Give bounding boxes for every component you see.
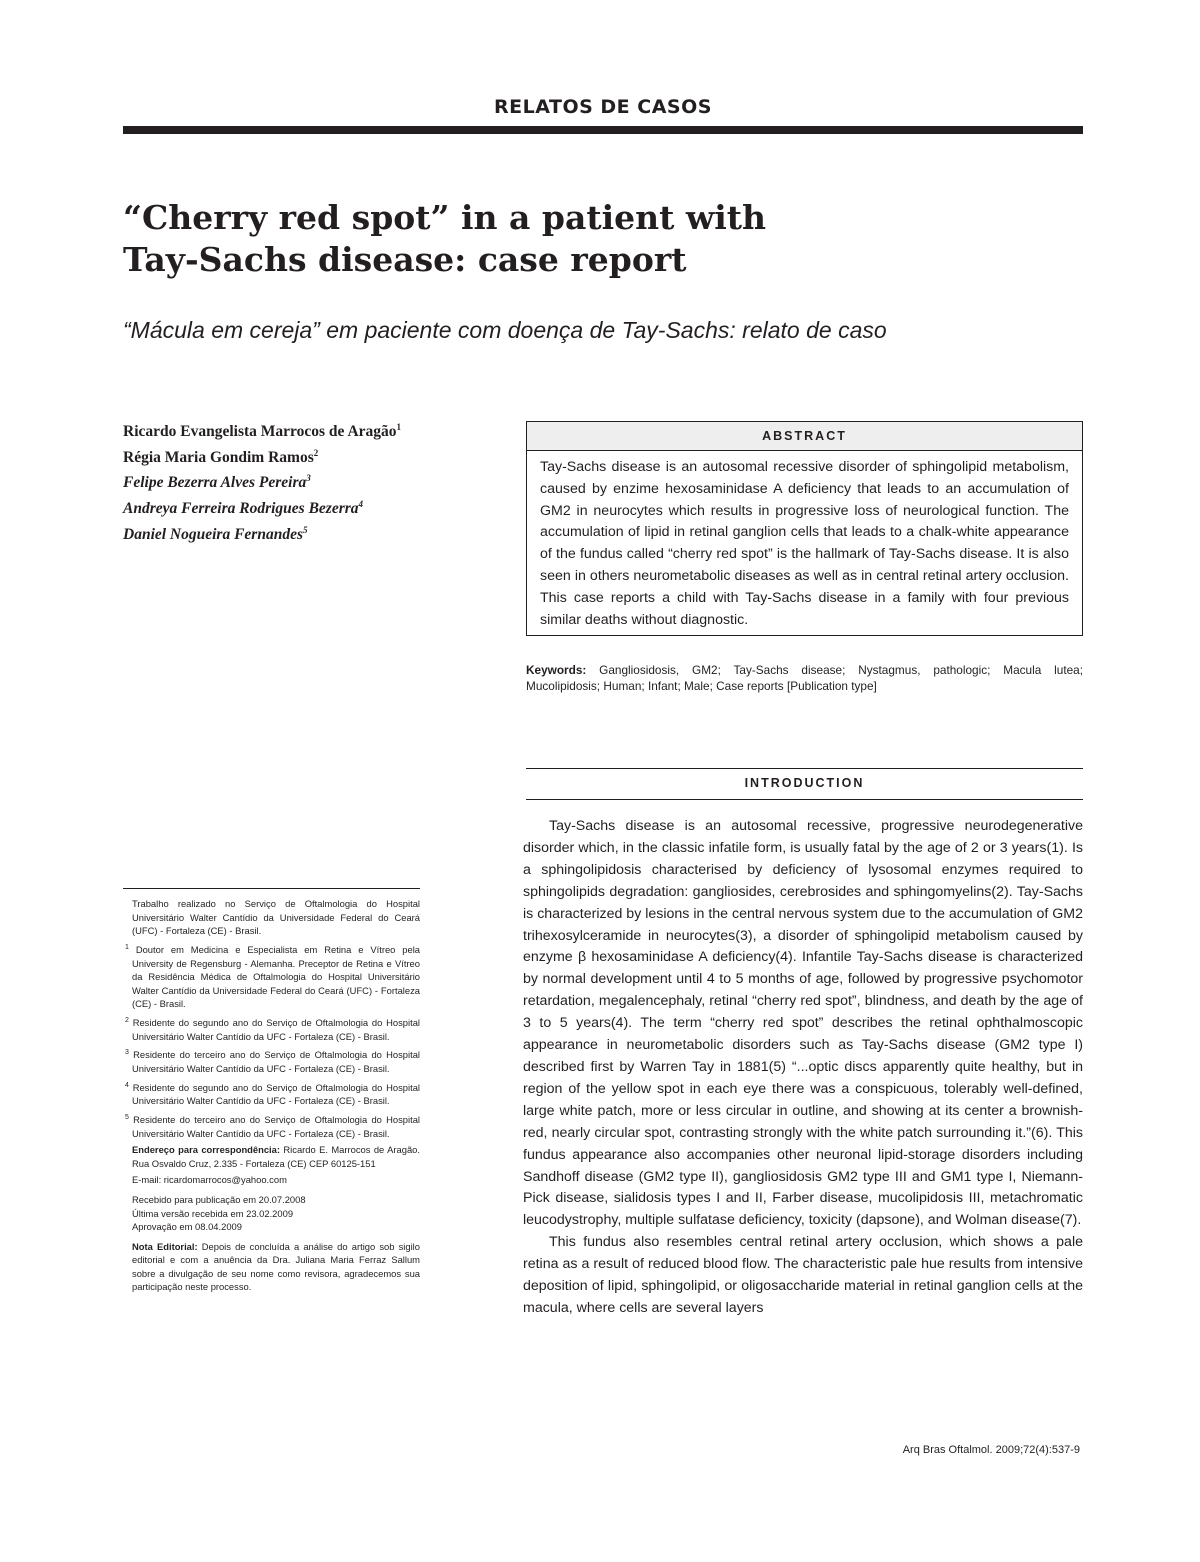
institution-note: Trabalho realizado no Serviço de Oftalmologia do Hospital Universitário Walter Cantídio da Universidade Federal do Ceará (UFC) - Fortaleza (CE) - Brasil. bbox=[132, 898, 420, 937]
affiliation-note: $^4$ Residente do segundo ano do Serviço de Oftalmologia do Hospital Universitário Walter Cantídio da UFC - Fortaleza (CE) - Brasil. bbox=[125, 1081, 420, 1107]
affiliation-note: $^2$ Residente do segundo ano do Serviço de Oftalmologia do Hospital Universitário Walter Cantídio da UFC - Fortaleza (CE) - Brasil. bbox=[125, 1016, 420, 1042]
divider bbox=[526, 799, 1083, 800]
approval-date: Aprovação em 08.04.2009 bbox=[132, 1221, 242, 1233]
abstract-box bbox=[526, 421, 1083, 636]
received-date: Recebido para publicação em 20.07.2008 bbox=[132, 1193, 306, 1205]
editorial-note: Nota Editorial: Depois de concluída a análise do artigo sob sigilo editorial e com a anuência da Dra. Juliana Maria Ferraz Sallum sobre a divulgação de seu nome como revisora, agradecemos sua participação neste processo. bbox=[132, 1240, 420, 1293]
correspondence-note: Endereço para correspondência: Ricardo E. Marrocos de Aragão. Rua Osvaldo Cruz, 2.335 - Fortaleza (CE) CEP 60125-151 bbox=[132, 1144, 420, 1169]
author-name: Andreya Ferreira Rodrigues Bezerra$^4$ bbox=[123, 498, 364, 518]
keywords bbox=[526, 663, 1083, 694]
divider bbox=[526, 768, 1083, 769]
keywords-text: Gangliosidosis, GM2; Tay-Sachs disease; Nystagmus, pathologic; Macula lutea; Mucolipidosis; Human; Infant; Male; Case reports [Publication type] bbox=[526, 663, 1083, 693]
author-list bbox=[123, 417, 453, 545]
footnote-divider bbox=[123, 888, 420, 889]
introduction-heading: INTRODUCTION bbox=[744, 776, 865, 790]
last-version-date: Última versão recebida em 23.02.2009 bbox=[132, 1207, 294, 1219]
affiliation-note: $^1$ Doutor em Medicina e Especialista em Retina e Vítreo pela University de Regensburg - Alemanha. Preceptor de Retina e Vítreo da Residência Médica de Oftalmologia do Hospital Universitário Walter Cantídio da Universidade Federal do Ceará (UFC) - Fortaleza (CE) - Brasil. bbox=[125, 943, 421, 1010]
introduction-body bbox=[523, 816, 1083, 1320]
title-line-1: “Cherry red spot” in a patient with bbox=[123, 198, 767, 237]
author-name: Régia Maria Gondim Ramos$^2$ bbox=[123, 447, 319, 466]
article-title bbox=[123, 197, 923, 281]
article-subtitle: “Mácula em cereja” em paciente com doença de Tay-Sachs: relato de caso bbox=[123, 317, 887, 343]
header-rule bbox=[123, 126, 1083, 134]
title-line-2: Tay-Sachs disease: case report bbox=[123, 240, 687, 279]
abstract-heading: ABSTRACT bbox=[527, 422, 1082, 451]
author-name: Daniel Nogueira Fernandes$^5$ bbox=[123, 524, 308, 543]
author-name: Ricardo Evangelista Marrocos de Aragão$^1$ bbox=[123, 422, 402, 441]
affiliation-note: $^3$ Residente do terceiro ano do Serviço de Oftalmologia do Hospital Universitário Walter Cantídio da UFC - Fortaleza (CE) - Brasil. bbox=[125, 1049, 420, 1074]
email-note: E-mail: ricardomarrocos@yahoo.com bbox=[132, 1174, 287, 1186]
author-name: Felipe Bezerra Alves Pereira$^3$ bbox=[123, 473, 311, 492]
paragraph: Tay-Sachs disease is an autosomal recessive, progressive neurodegenerative disorder which, in the classic infatile form, is usually fatal by the age of 2 or 3 years(1). Is a sphingolipidosis characterised by deficiency of lysosomal enzymes required to sphingolipids degradation: gangliosides, cerebrosides and sphingomyelins(2). Tay-Sachs is characterized by lesions in the central nervous system due to the accumulation of GM2 trihexosylceramide in neurocytes(3), a disorder of sphingolipid metabolism caused by enzyme β hexosaminidase A deficiency(4). Infantile Tay-Sachs disease is characterized by normal development until 4 to 5 months of age, followed by progressive psychomotor retardation, megalencephaly, retinal “cherry red spot”, blindness, and death by the age of 3 to 5 years(4). The term “cherry red spot” describes the retinal ophthalmoscopic appearance in neurometabolic disorders such as Tay-Sachs disease (GM2 type I) described first by Warren Tay in 1881(5) “...optic discs apparently quite healthy, but in region of the yellow spot in each eye there was a conspicuous, tolerably well-defined, large white patch, more or less circular in outline, and showing at its center a brownish-red, nearly circular spot, contrasting strongly with the white patch surrounding it.”(6). This fundus appearance also accompanies other neuronal lipid-storage disorders including Sandhoff disease (GM2 type II), gangliosidosis GM2 type III and GM1 type I, Niemann-Pick disease, sialidosis types I and II, Farber disease, mucolipidosis III, metachromatic leucodystrophy, multiple sulfatase deficiency, toxicity (dapsone), and Wolman disease(7). bbox=[523, 818, 1083, 1229]
paragraph: This fundus also resembles central retinal artery occlusion, which shows a pale retina as a result of reduced blood flow. The characteristic pale hue results from intensive deposition of lipid, sphingolipid, or oligosaccharide material in retinal ganglion cells at the macula, where cells are several layers bbox=[523, 1234, 1083, 1316]
footnotes bbox=[123, 897, 420, 1297]
keywords-label: Keywords: bbox=[526, 663, 587, 677]
section-label: RELATOS DE CASOS bbox=[494, 96, 712, 118]
journal-citation: Arq Bras Oftalmol. 2009;72(4):537-9 bbox=[902, 1444, 1080, 1456]
affiliation-note: $^5$ Residente do terceiro ano do Serviço de Oftalmologia do Hospital Universitário Walter Cantídio da UFC - Fortaleza (CE) - Brasil. bbox=[125, 1113, 420, 1139]
abstract-text: Tay-Sachs disease is an autosomal recessive disorder of sphingolipid metabolism, caused by enzime hexosaminidase A deficiency that leads to an accumulation of GM2 in neurocytes which results in progressive loss of neurological function. The accumulation of lipid in retinal ganglion cells that leads to a chalk-white appearance of the fundus called “cherry red spot” is the hallmark of Tay-Sachs disease. It is also seen in others neurometabolic diseases as well as in central retinal artery occlusion. This case reports a child with Tay-Sachs disease in a family with four previous similar deaths without diagnostic. bbox=[540, 459, 1069, 628]
